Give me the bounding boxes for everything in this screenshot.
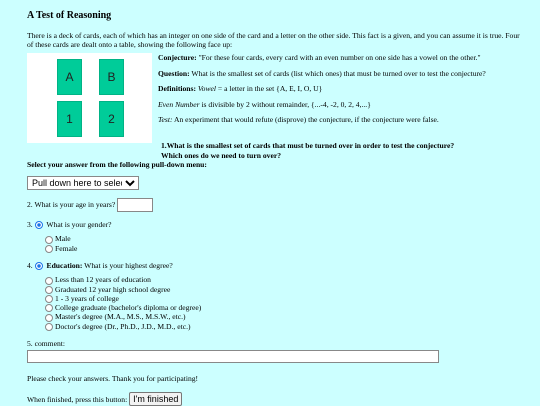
- cards-block: [27, 53, 527, 143]
- even-number-text: Even Number is divisible by 2 without remainder, {...-4, -2, 0, 2, 4,...}: [158, 99, 371, 109]
- card-table: [27, 53, 152, 143]
- definitions-panel: [158, 53, 486, 143]
- education-question-radio[interactable]: [35, 262, 43, 270]
- question-2: 2. What is your age in years?: [27, 198, 527, 212]
- finish-row: When finished, press this button: I'm finished: [27, 392, 527, 406]
- card-b: B: [99, 59, 124, 95]
- card-a: A: [57, 59, 82, 95]
- gender-option-female[interactable]: Female: [45, 244, 527, 253]
- gender-question-radio[interactable]: [35, 221, 43, 229]
- intro-text: There is a deck of cards, each of which has an integer on one side of the card and a letter on the other side. This fact is a given, and you can assume it is true. Four of these cards are dealt onto a table, showing the following face up:: [27, 30, 520, 49]
- education-option[interactable]: College graduate (bachelor's diploma or degree): [45, 303, 527, 312]
- comment-input[interactable]: [27, 350, 439, 363]
- question-4: 4. Education: What is your highest degree? Less than 12 years of education Graduated 12 year high school degree 1 - 3 years of college College graduate (bachelor's diploma or degree) Master's degree (M.A., M.S., M.S.W., etc.) Doctor's degree (Dr., Ph.D., J.D., M.D., etc.): [27, 261, 527, 331]
- card-1: 1: [57, 101, 82, 137]
- question-3: 3. What is your gender? Male Female: [27, 220, 527, 253]
- education-option[interactable]: Doctor's degree (Dr., Ph.D., J.D., M.D., etc.): [45, 322, 527, 331]
- education-option[interactable]: Graduated 12 year high school degree: [45, 285, 527, 294]
- definitions-text: Definitions: Vowel = a letter in the set {A, E, I, O, U}: [158, 84, 323, 94]
- question-5: 5. comment:: [27, 339, 527, 364]
- survey-page: [27, 10, 527, 406]
- finish-button[interactable]: I'm finished: [129, 392, 182, 406]
- gender-option-male[interactable]: Male: [45, 234, 527, 243]
- card-2: 2: [99, 101, 124, 137]
- answer-select[interactable]: [27, 176, 139, 190]
- page-title: A Test of Reasoning: [27, 10, 112, 21]
- thanks-text: Please check your answers. Thank you for participating!: [27, 373, 199, 383]
- education-option[interactable]: Less than 12 years of education: [45, 275, 527, 284]
- question-1: 1.What is the smallest set of cards that must be turned over in order to test the conjecture? Which ones do we need to turn over? Select your answer from the following pull-down menu:: [27, 141, 455, 170]
- education-option[interactable]: 1 - 3 years of college: [45, 294, 527, 303]
- age-input[interactable]: [117, 198, 153, 212]
- question-text: Question: What is the smallest set of cards (list which ones) that must be turned over to test the conjecture?: [158, 68, 486, 78]
- conjecture-text: Conjecture: "For these four cards, every card with an even number on one side has a vowel on the other.": [158, 53, 481, 63]
- test-definition-text: Test: An experiment that would refute (disprove) the conjecture, if the conjecture were false.: [158, 115, 439, 125]
- education-option[interactable]: Master's degree (M.A., M.S., M.S.W., etc.): [45, 312, 527, 321]
